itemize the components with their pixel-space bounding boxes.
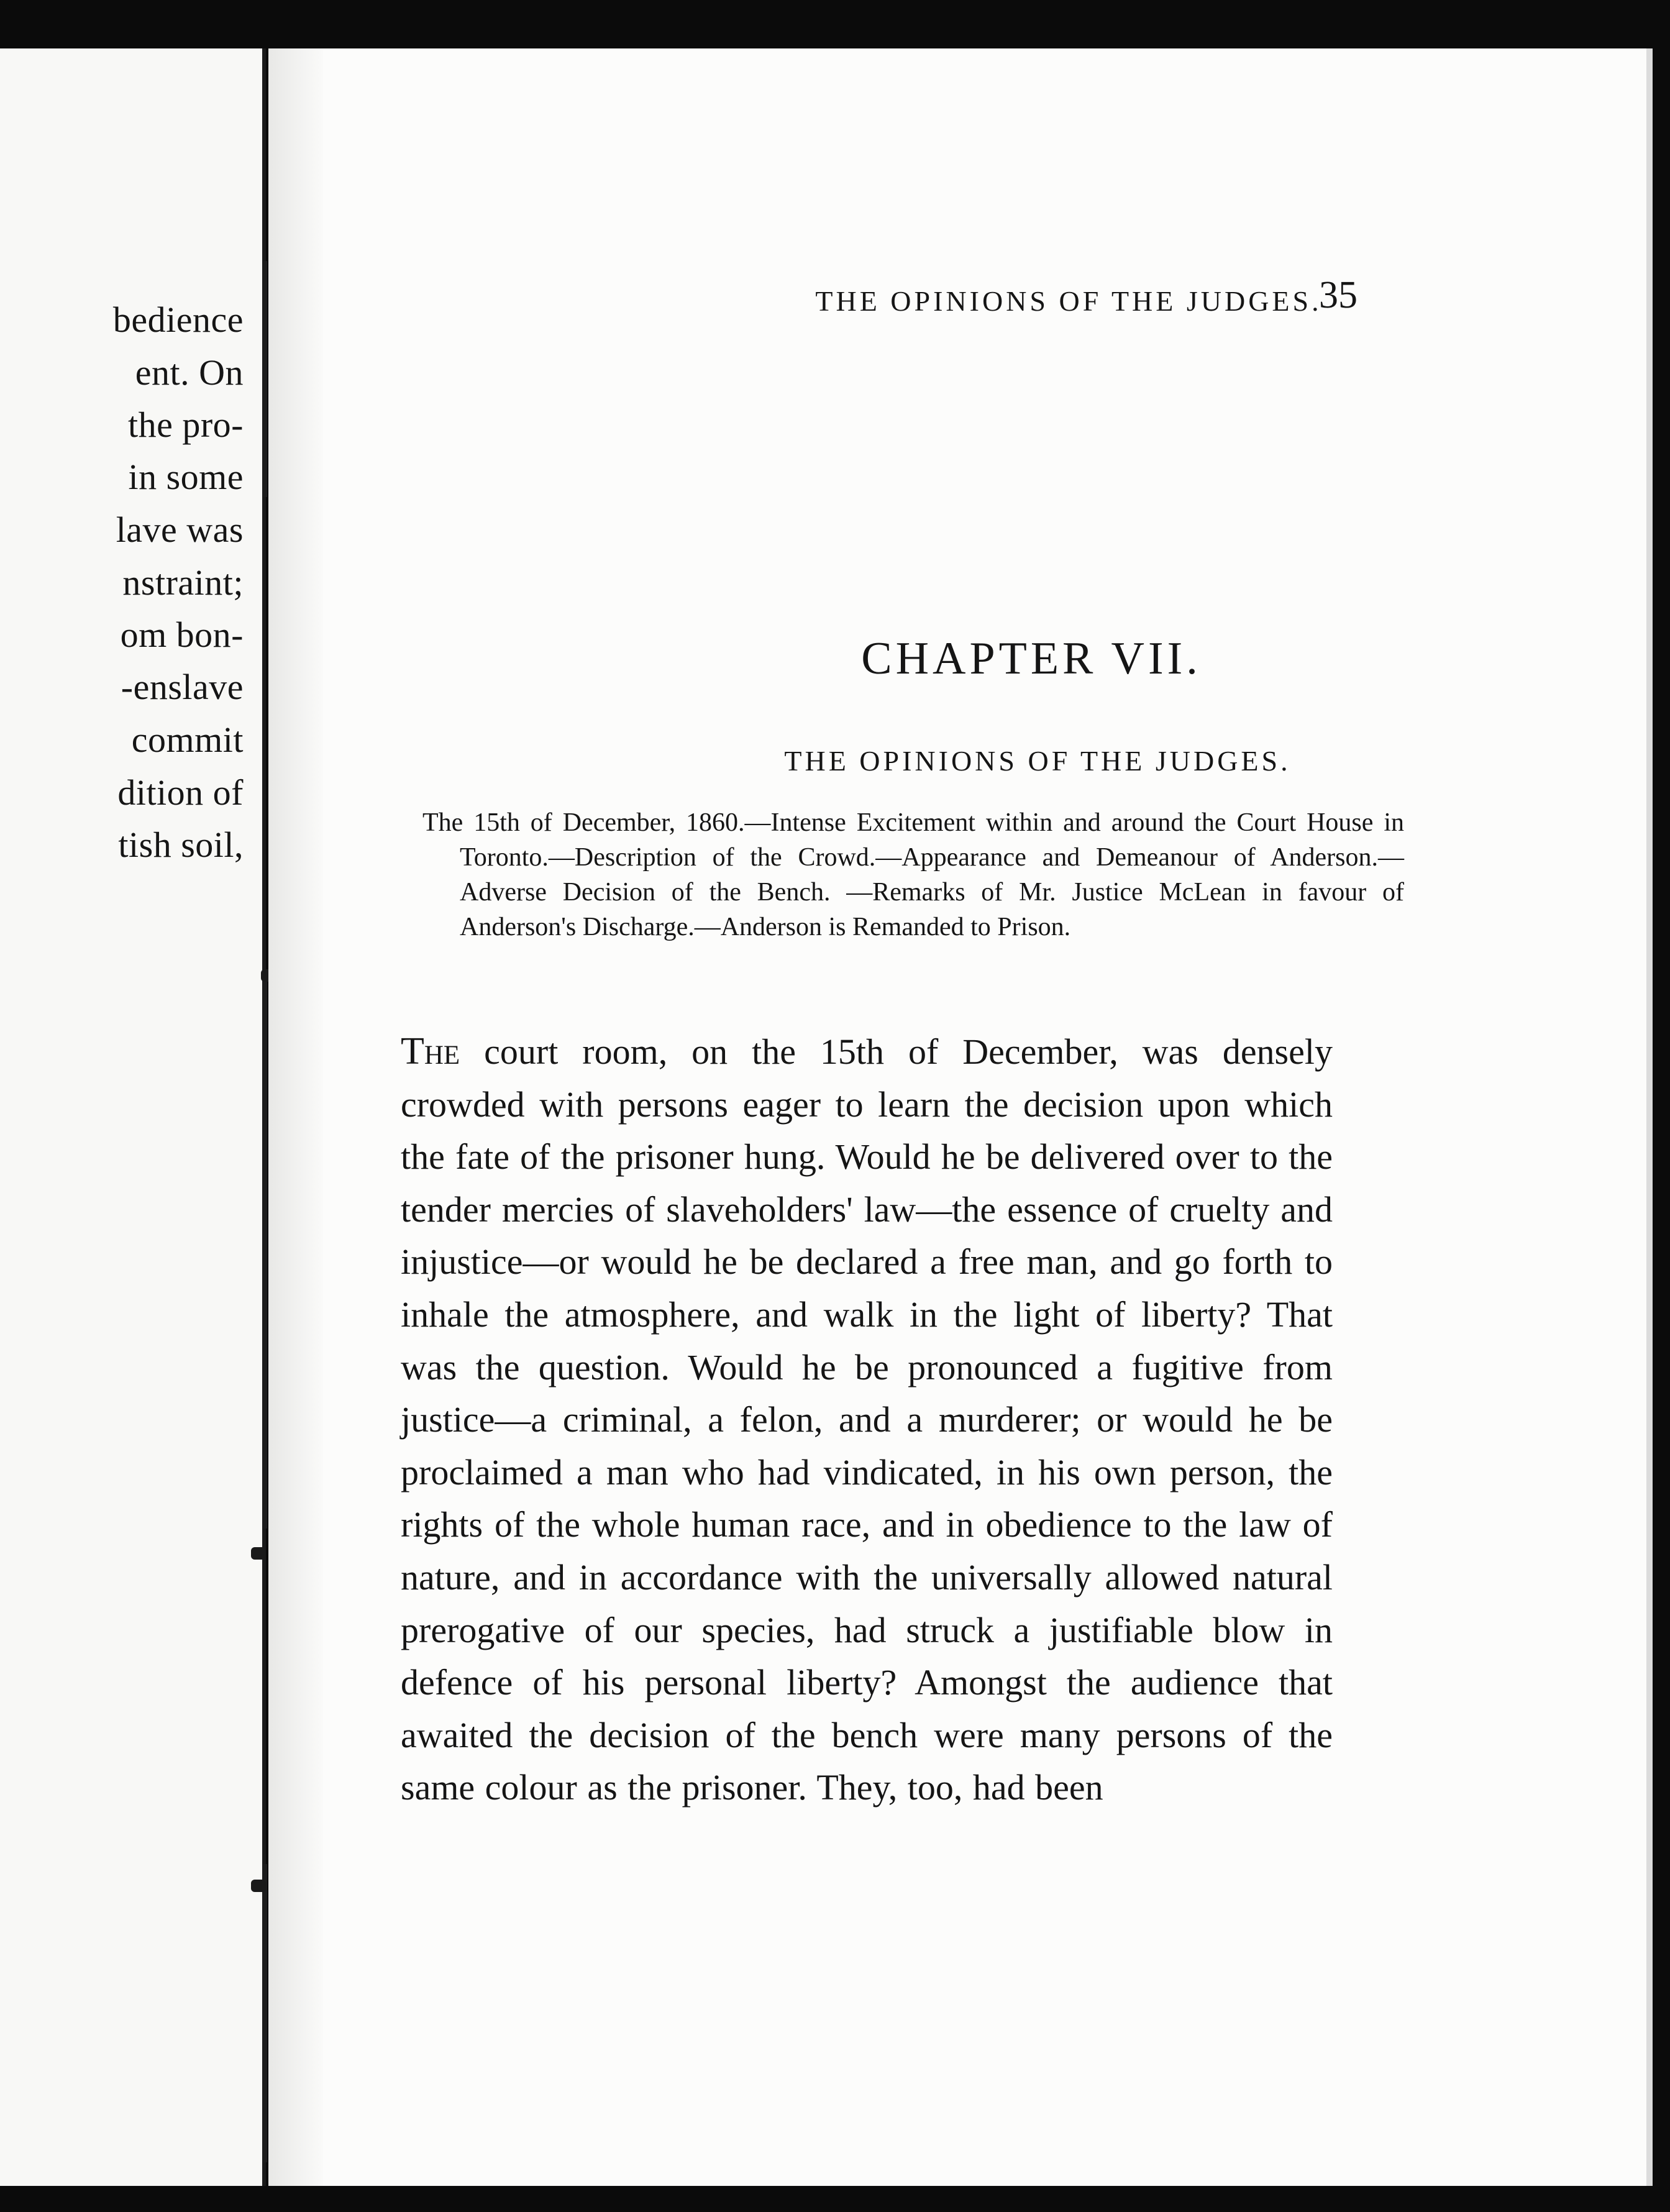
left-page-fragment xyxy=(0,48,266,2186)
binding-thread xyxy=(263,261,267,497)
left-page-line: bedience xyxy=(112,299,244,340)
left-page-line: the pro- xyxy=(128,404,244,445)
body-paragraph xyxy=(401,1025,1333,1814)
left-page-line: in some xyxy=(128,457,244,497)
page-number: 35 xyxy=(1319,274,1357,316)
left-page-line: ent. On xyxy=(135,352,244,393)
left-page-line: -enslave xyxy=(121,667,244,707)
chapter-synopsis: The 15th of December, 1860.—Intense Excitement within and around the Court House in Toronto.—Description of the Crowd.—Appearance and Demeanour of Anderson.—Adverse Decision of the Bench. —Remarks of Mr. Justice McLean in favour of Anderson's Discharge.—Anderson is Remanded to Prison. xyxy=(422,808,1404,941)
chapter-title: CHAPTER VII. xyxy=(861,633,1202,684)
right-page xyxy=(323,48,1646,2186)
body-paragraph-text: court room, on the 15th of December, was densely crowded with persons eager to learn the decision upon which the fate of the prisoner hung. Would he be delivered over to the tender mercies of slaveholders' law—the essence of cruelty and injustice—or would he be declared a free man, and go forth to inhale the atmosphere, and walk in the light of liberty? That was the question. Would he be pronounced a fugitive from justice—a criminal, a felon, and a murderer; or would he be proclaimed a man who had vindicated, in his own person, the rights of the whole human race, and in obedience to the law of nature, and in accordance with the universally allowed natural prerogative of our species, had struck a justifiable blow in defence of his personal liberty? Amongst the audience that awaited the decision of the bench were many persons of the same colour as the prisoner. They, too, had been xyxy=(401,1031,1333,1808)
running-head: THE OPINIONS OF THE JUDGES. xyxy=(815,285,1322,317)
page-edge xyxy=(1646,48,1653,2186)
binding-thread xyxy=(263,1864,267,2162)
binding-stitch xyxy=(251,1547,266,1560)
body-first-word: The xyxy=(401,1030,460,1072)
left-page-line: commit xyxy=(131,720,244,760)
left-page-line: dition of xyxy=(117,772,244,813)
chapter-subtitle: THE OPINIONS OF THE JUDGES. xyxy=(784,745,1291,777)
left-page-line: nstraint; xyxy=(122,562,244,603)
binding-thread xyxy=(263,969,267,1529)
left-page-line: om bon- xyxy=(120,615,244,655)
book-gutter xyxy=(268,48,326,2186)
binding-stitch xyxy=(251,1880,266,1892)
left-page-line: tish soil, xyxy=(118,825,244,865)
left-page-line: lave was xyxy=(116,510,244,550)
